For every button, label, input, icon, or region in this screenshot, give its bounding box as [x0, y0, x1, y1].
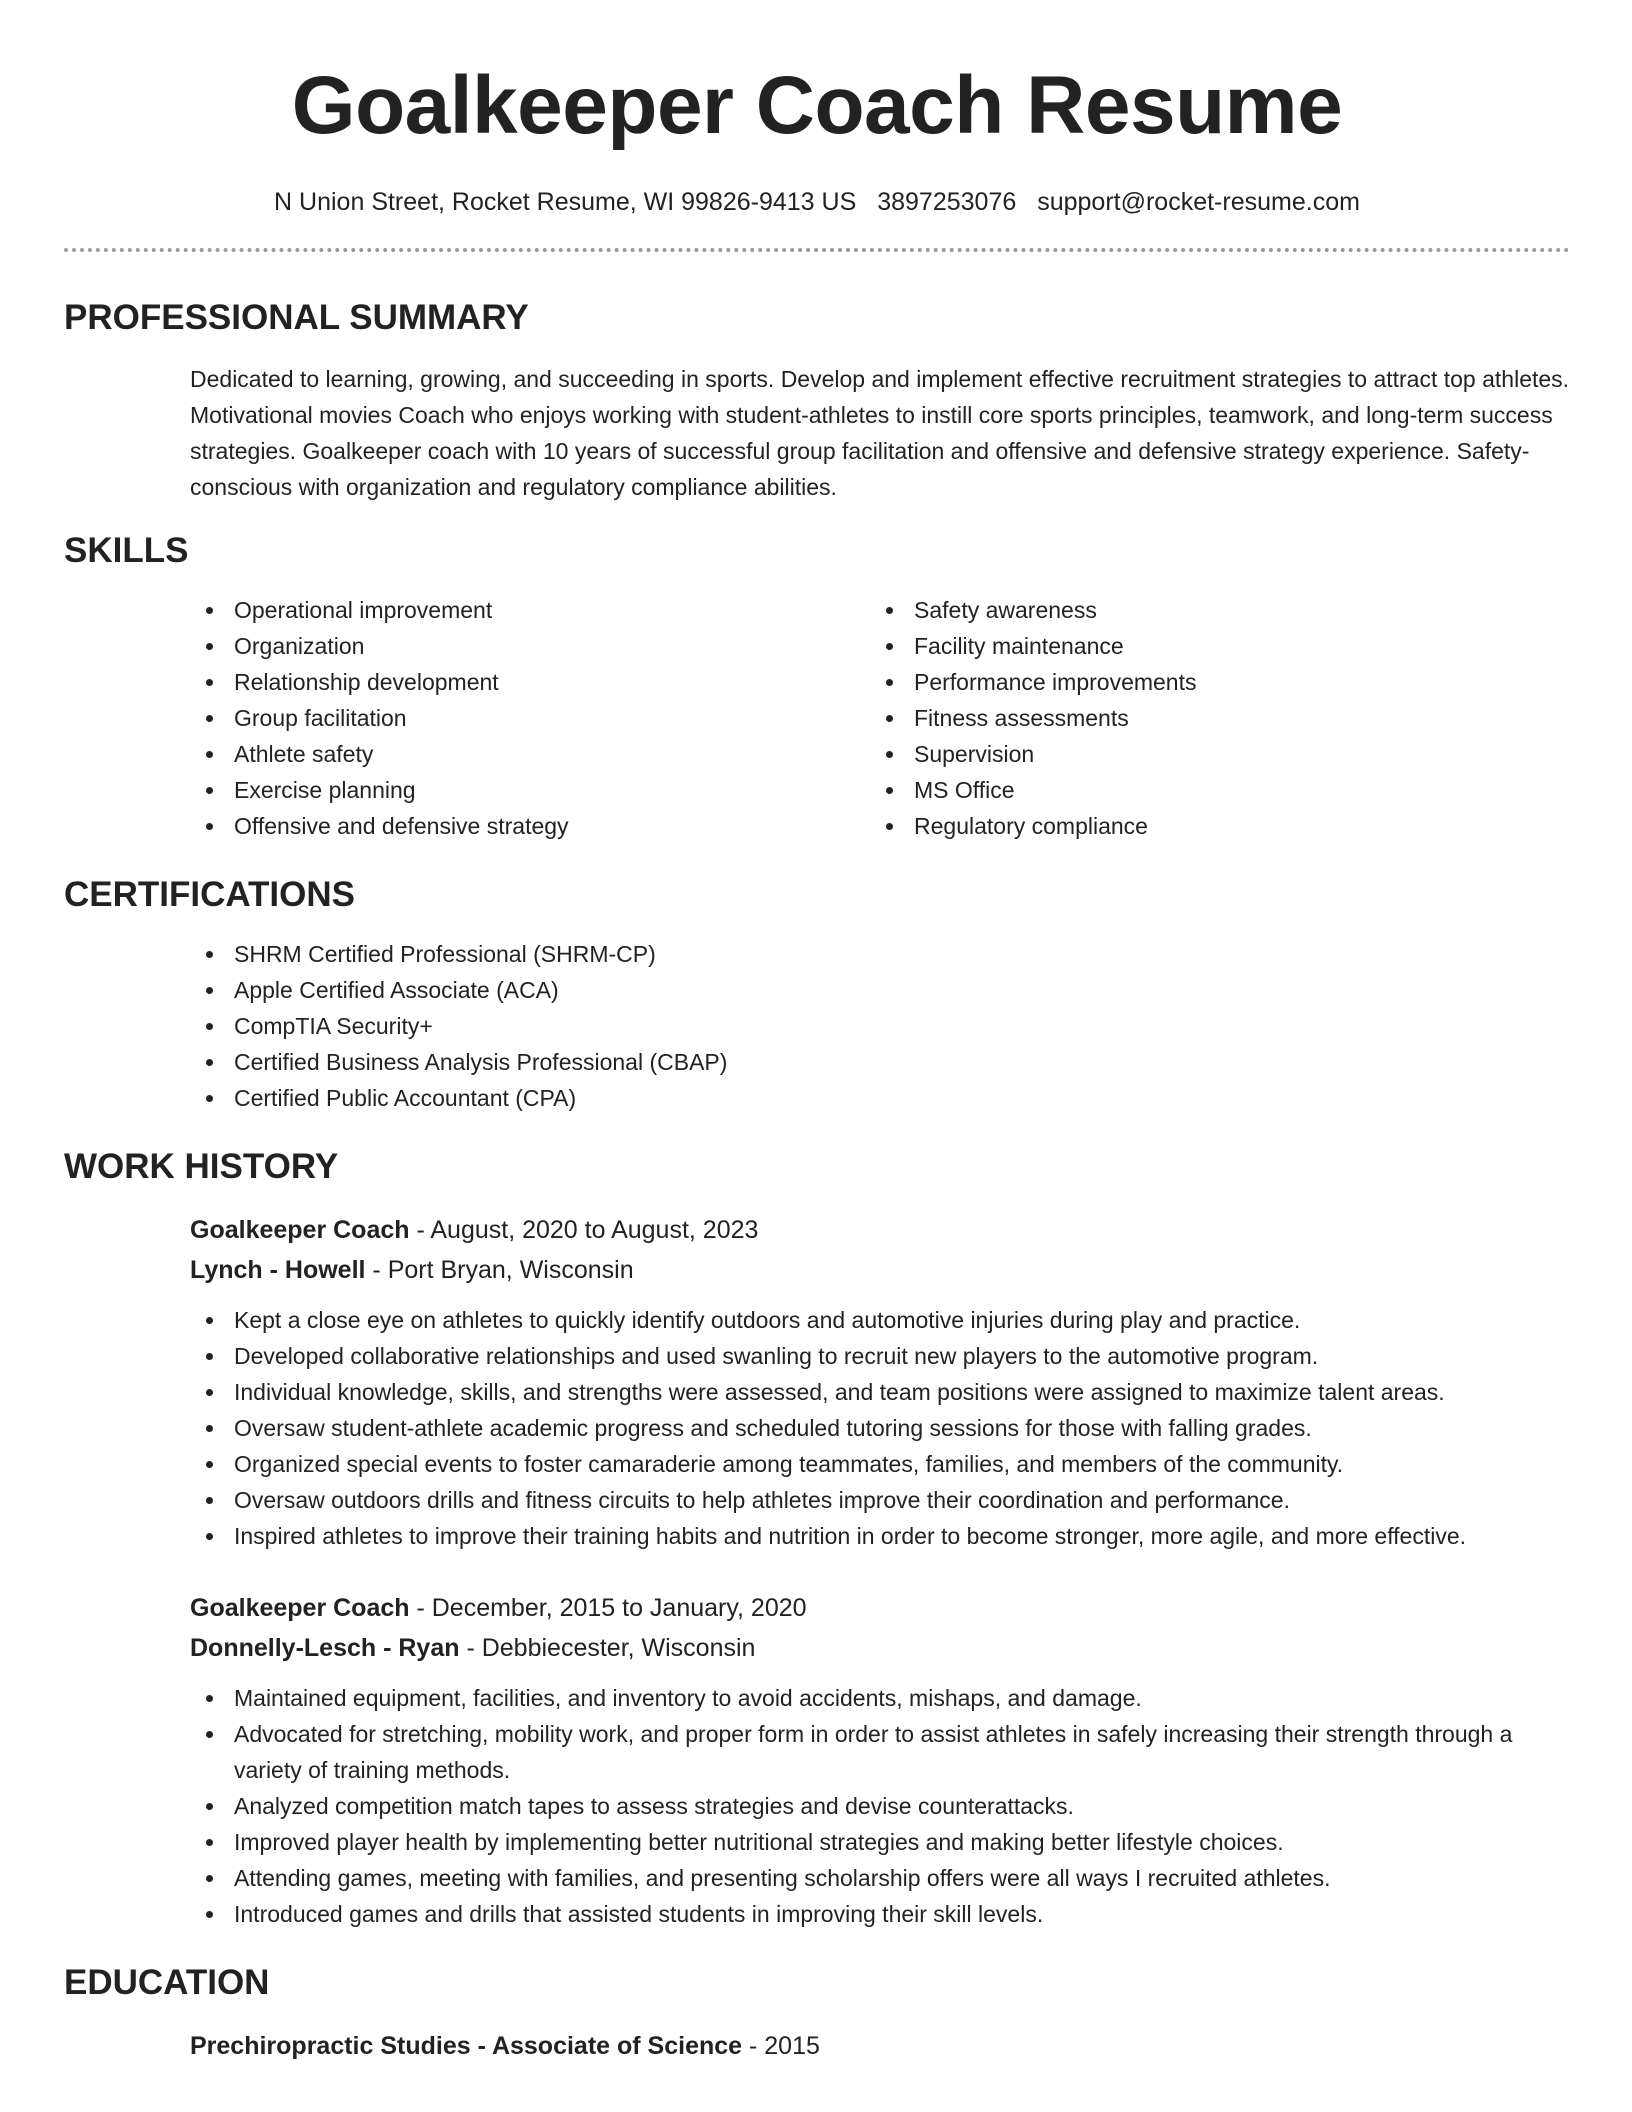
skill-item: Exercise planning	[190, 772, 870, 808]
skills-heading: SKILLS	[64, 531, 189, 570]
job-bullet: Analyzed competition match tapes to assess strategies and devise counterattacks.	[190, 1788, 1570, 1824]
skill-item: MS Office	[870, 772, 1550, 808]
job-location: - Port Bryan, Wisconsin	[365, 1256, 634, 1284]
job-location: - Debbiecester, Wisconsin	[459, 1634, 756, 1662]
skill-item: Facility maintenance	[870, 628, 1550, 664]
work-history-heading: WORK HISTORY	[64, 1147, 339, 1186]
skill-item: Performance improvements	[870, 664, 1550, 700]
job-entry	[190, 1210, 1570, 1554]
job-bullets	[190, 1680, 1570, 1932]
skill-item: Regulatory compliance	[870, 808, 1550, 844]
education-year: - 2015	[742, 2032, 820, 2060]
header-divider	[64, 248, 1570, 252]
summary-text: Dedicated to learning, growing, and succeeding in sports. Develop and implement effective recruitment strategies to attract top athletes. Motivational movies Coach who enjoys working with student-athletes to instill core sports principles, teamwork, and long-term success strategies. Goalkeeper coach with 10 years of successful group facilitation and offensive and defensive strategy experience. Safety-conscious with organization and regulatory compliance abilities.	[190, 366, 1570, 500]
address-text: N Union Street, Rocket Resume, WI 99826-9413 US	[274, 188, 857, 216]
certification-item: CompTIA Security+	[190, 1008, 1570, 1044]
skills-list-left	[190, 592, 870, 844]
job-bullet: Oversaw outdoors drills and fitness circuits to help athletes improve their coordination and performance.	[190, 1482, 1570, 1518]
skill-item: Offensive and defensive strategy	[190, 808, 870, 844]
certifications-list	[190, 936, 1570, 1116]
job-dates: - August, 2020 to August, 2023	[409, 1216, 759, 1244]
education-degree: Prechiropractic Studies - Associate of Science	[190, 2032, 743, 2060]
skill-item: Organization	[190, 628, 870, 664]
job-bullet: Advocated for stretching, mobility work, and proper form in order to assist athletes in safely increasing their strength through a variety of training methods.	[190, 1716, 1570, 1788]
resume-page	[64, 0, 1570, 2066]
job-bullet: Introduced games and drills that assisted students in improving their skill levels.	[190, 1896, 1570, 1932]
job-title-line	[190, 1588, 1570, 1628]
skills-grid	[190, 592, 1570, 844]
job-bullet: Maintained equipment, facilities, and inventory to avoid accidents, mishaps, and damage.	[190, 1680, 1570, 1716]
email-text: support@rocket-resume.com	[1037, 188, 1360, 216]
contact-line	[64, 186, 1570, 218]
job-bullet: Individual knowledge, skills, and strengths were assessed, and team positions were assigned to maximize talent areas.	[190, 1374, 1570, 1410]
skill-item: Safety awareness	[870, 592, 1550, 628]
certification-item: SHRM Certified Professional (SHRM-CP)	[190, 936, 1570, 972]
phone-text: 3897253076	[877, 188, 1017, 216]
job-dates: - December, 2015 to January, 2020	[409, 1594, 807, 1622]
job-bullet: Developed collaborative relationships and used swanling to recruit new players to the automotive program.	[190, 1338, 1570, 1374]
skill-item: Relationship development	[190, 664, 870, 700]
job-bullet: Inspired athletes to improve their training habits and nutrition in order to become stronger, more agile, and more effective.	[190, 1518, 1570, 1554]
summary-heading: PROFESSIONAL SUMMARY	[64, 298, 529, 337]
job-bullet: Improved player health by implementing better nutritional strategies and making better lifestyle choices.	[190, 1824, 1570, 1860]
job-role: Goalkeeper Coach	[190, 1216, 410, 1244]
job-bullet: Oversaw student-athlete academic progress and scheduled tutoring sessions for those with falling grades.	[190, 1410, 1570, 1446]
certification-item: Certified Business Analysis Professional (CBAP)	[190, 1044, 1570, 1080]
education-entry	[190, 2026, 1570, 2066]
skill-item: Supervision	[870, 736, 1550, 772]
job-bullet: Attending games, meeting with families, and presenting scholarship offers were all ways I recruited athletes.	[190, 1860, 1570, 1896]
skill-item: Fitness assessments	[870, 700, 1550, 736]
job-company-line	[190, 1628, 1570, 1668]
job-bullet: Organized special events to foster camaraderie among teammates, families, and members of the community.	[190, 1446, 1570, 1482]
job-entry	[190, 1588, 1570, 1932]
job-company-line	[190, 1250, 1570, 1290]
skill-item: Athlete safety	[190, 736, 870, 772]
job-role: Goalkeeper Coach	[190, 1594, 410, 1622]
job-title-line	[190, 1210, 1570, 1250]
job-bullet: Kept a close eye on athletes to quickly identify outdoors and automotive injuries during play and practice.	[190, 1302, 1570, 1338]
job-company: Donnelly-Lesch - Ryan	[190, 1634, 460, 1662]
certification-item: Apple Certified Associate (ACA)	[190, 972, 1570, 1008]
skill-item: Group facilitation	[190, 700, 870, 736]
job-company: Lynch - Howell	[190, 1256, 366, 1284]
certification-item: Certified Public Accountant (CPA)	[190, 1080, 1570, 1116]
resume-title: Goalkeeper Coach Resume	[291, 60, 1343, 151]
skills-list-right	[870, 592, 1550, 844]
education-heading: EDUCATION	[64, 1963, 270, 2002]
job-bullets	[190, 1302, 1570, 1554]
certifications-heading: CERTIFICATIONS	[64, 875, 356, 914]
skill-item: Operational improvement	[190, 592, 870, 628]
